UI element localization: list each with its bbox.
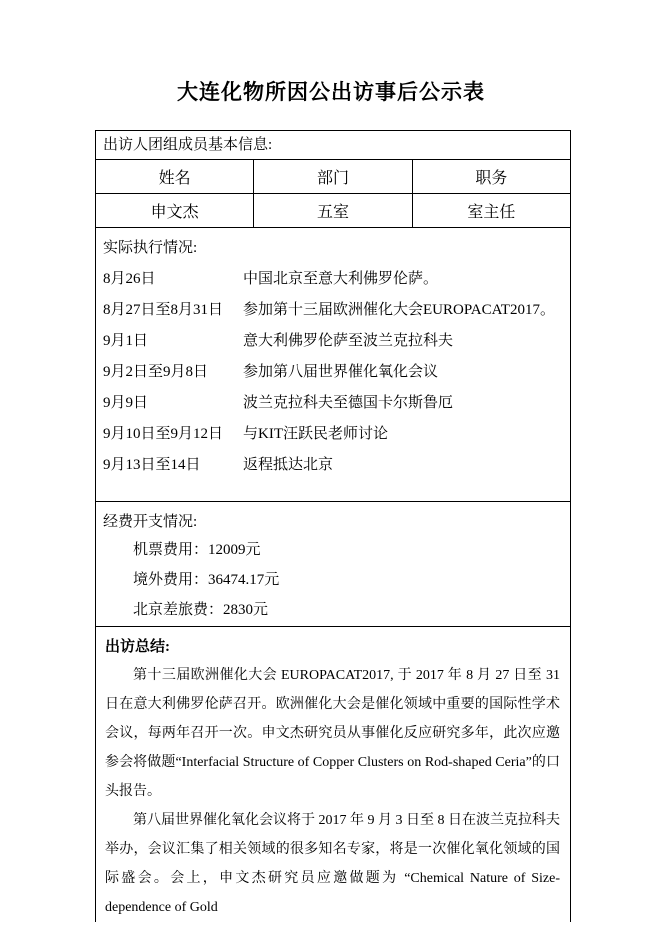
itinerary-description: 与KIT汪跃民老师讨论 bbox=[243, 426, 388, 442]
itinerary-description: 参加第八届世界催化氧化会议 bbox=[243, 364, 439, 380]
itinerary-date: 8月26日 bbox=[103, 271, 156, 287]
itinerary-description: 意大利佛罗伦萨至波兰克拉科夫 bbox=[243, 333, 454, 349]
summary-section-label: 出访总结: bbox=[105, 639, 170, 655]
member-header-row bbox=[96, 160, 570, 194]
member-position: 室主任 bbox=[467, 204, 516, 221]
itinerary-list bbox=[103, 261, 562, 481]
itinerary-item bbox=[103, 450, 562, 481]
member-value-row bbox=[96, 194, 570, 228]
summary-section bbox=[96, 627, 570, 922]
column-header-position: 职务 bbox=[475, 170, 508, 187]
main-table bbox=[95, 130, 571, 922]
member-info-label: 出访人团组成员基本信息: bbox=[103, 137, 273, 153]
itinerary-date: 9月9日 bbox=[103, 395, 149, 411]
member-department: 五室 bbox=[254, 194, 412, 227]
itinerary-date: 8月27日至8月31日 bbox=[103, 302, 224, 318]
column-header-department: 部门 bbox=[254, 160, 412, 193]
expenses-section-label: 经费开支情况: bbox=[103, 514, 198, 530]
execution-section bbox=[96, 228, 570, 502]
itinerary-description: 返程抵达北京 bbox=[243, 457, 334, 473]
itinerary-date: 9月10日至9月12日 bbox=[103, 426, 224, 442]
summary-paragraph: 第十三届欧洲催化大会 EUROPACAT2017, 于 2017 年 8 月 27 日至 31 日在意大利佛罗伦萨召开。欧洲催化大会是催化领域中重要的国际性学术会议，每两年召开一次。申文杰研究员从事催化反应研究多年，此次应邀参会将做题“Interfacial Structure of Copper Clusters on Rod-shaped Ceria”的口头报告。 bbox=[105, 668, 560, 799]
execution-section-label: 实际执行情况: bbox=[103, 240, 198, 256]
itinerary-description: 波兰克拉科夫至德国卡尔斯鲁厄 bbox=[243, 395, 454, 411]
summary-paragraph: 第八届世界催化氧化会议将于 2017 年 9 月 3 日至 8 日在波兰克拉科夫举办，会议汇集了相关领域的很多知名专家，将是一次催化氧化领域的国际盛会。会上，申文杰研究员应邀做题为 “Chemical Nature of Size-dependence of Gold bbox=[105, 813, 560, 915]
itinerary-date: 9月13日至14日 bbox=[103, 457, 201, 473]
itinerary-description: 中国北京至意大利佛罗伦萨。 bbox=[243, 271, 439, 287]
document-title: 大连化物所因公出访事后公示表 bbox=[177, 80, 485, 104]
itinerary-item bbox=[103, 419, 562, 450]
column-header-name: 姓名 bbox=[96, 160, 254, 193]
expense-item-overseas: 境外费用：36474.17元 bbox=[133, 572, 280, 588]
expenses-section bbox=[96, 502, 570, 627]
member-info-header-row bbox=[96, 131, 570, 160]
itinerary-description: 参加第十三届欧洲催化大会EUROPACAT2017。 bbox=[243, 302, 555, 318]
expense-item-flight: 机票费用：12009元 bbox=[133, 542, 261, 558]
expense-item-beijing-travel: 北京差旅费：2830元 bbox=[133, 602, 269, 618]
itinerary-item bbox=[103, 357, 562, 388]
itinerary-item bbox=[103, 264, 562, 295]
itinerary-date: 9月2日至9月8日 bbox=[103, 364, 209, 380]
member-name: 申文杰 bbox=[96, 194, 254, 227]
itinerary-item bbox=[103, 326, 562, 357]
itinerary-date: 9月1日 bbox=[103, 333, 149, 349]
itinerary-item bbox=[103, 388, 562, 419]
itinerary-item bbox=[103, 295, 562, 326]
